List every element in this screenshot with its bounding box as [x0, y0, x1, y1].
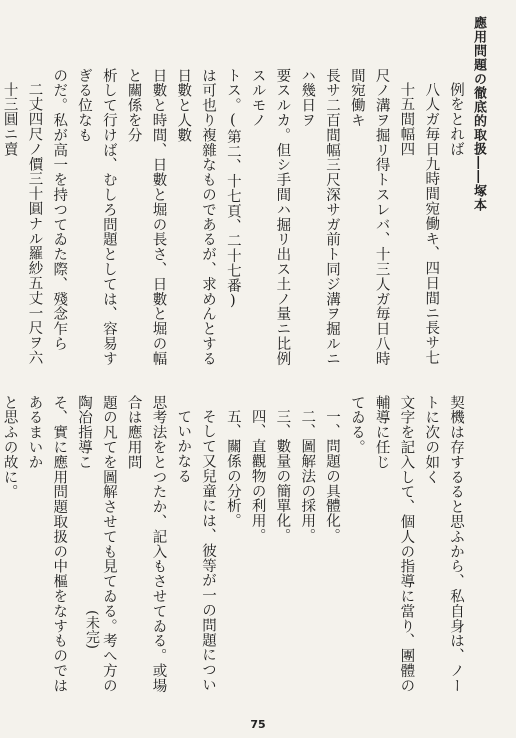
text-line: 契機は存するると思ふから、私自身は、ノートに次の如く	[423, 395, 464, 693]
text-line: 例をとれば	[448, 82, 464, 157]
text-line: 析して行けば、むしろ問題としては、容易すぎる位なも	[76, 68, 117, 366]
text-line: 思考法をとつたか、記入もさせてゐる。或場合は應用問	[125, 395, 167, 693]
list-item: 四、直觀物の利用。	[249, 409, 266, 544]
list-item: 三、數量の簡單化。	[274, 409, 291, 544]
text-line: 題の凡てを圖解させても見てゐる。考へ方の陶冶指導こ	[76, 395, 117, 693]
end-mark: (未完)	[84, 610, 100, 649]
page-number: 75	[250, 718, 266, 731]
text-line: てゐる。	[348, 395, 365, 455]
text-line: と思ふの故に。	[1, 395, 18, 500]
text-line: は可也り複雜なものであるが、求めんとする日數と人數	[175, 68, 217, 366]
bottom-text-column	[1, 395, 468, 695]
text-line: のだ。私が高一を持つてゐた際、殘念乍ら	[51, 68, 68, 352]
text-line: 尺ノ溝ヲ掘リ得トスレバ、十三人ガ毎日八時間宛働キ	[348, 68, 390, 366]
text-line: 日數と時間、日數と堀の長さ、日數と堀の幅と關係を分	[125, 68, 167, 366]
text-line: 文字を記入して、個人の指導に當り、團體の輔導に任じ	[373, 395, 415, 693]
text-line: 長サ二百間幅三尺深サガ前ト同ジ溝ヲ掘ルニハ幾日ヲ	[299, 68, 341, 366]
list-item: 五、關係の分析。	[224, 409, 241, 529]
text-line: 要スルカ。但シ手間ハ掘リ出ス土ノ量ニ比例スルモノ	[249, 68, 291, 366]
list-item: 一、問題の具體化。	[324, 409, 341, 544]
list-item: 二、圖解法の採用。	[299, 409, 316, 544]
text-line: 二丈四尺ノ價三十圓ナル羅紗五丈一尺ヲ六十三圓ニ賣	[1, 82, 43, 366]
text-line: そして又兒童には、彼等が一の問題についていかなる	[175, 409, 217, 693]
text-line: そ、實に應用問題取扱の中樞をなすものではあるまいか	[26, 395, 68, 693]
text-line: 八人ガ毎日九時間宛働キ、四日間ニ長サ七十五間幅四	[398, 82, 440, 366]
running-header-title: 應用問題の徹底的取扱――塚本	[471, 16, 486, 212]
top-text-column	[1, 68, 468, 368]
text-line: トス。(第二、十七頁、二十七番)	[224, 68, 241, 310]
